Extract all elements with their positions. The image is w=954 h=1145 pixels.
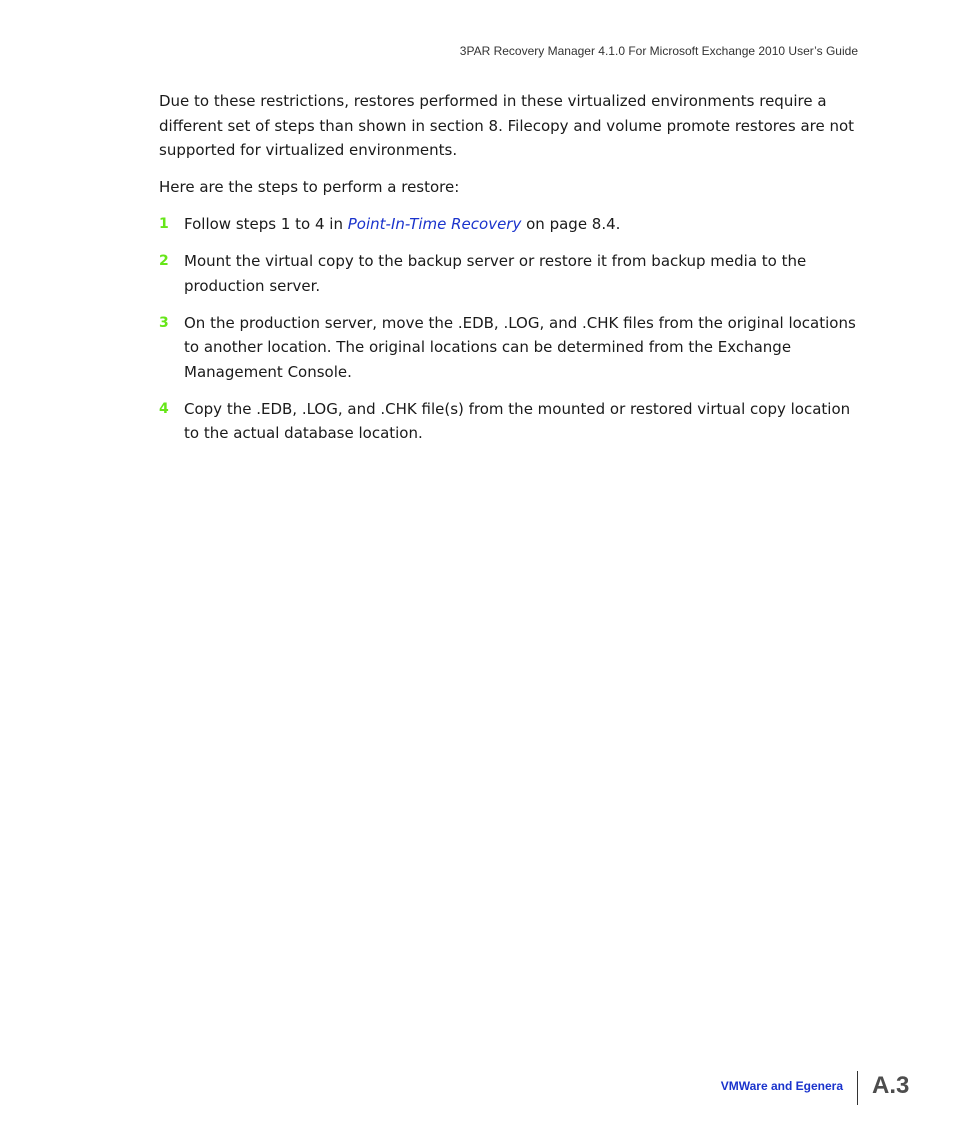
step-number: 1 [159, 216, 169, 232]
page-number: A.3 [872, 1072, 910, 1099]
intro-paragraph: Due to these restrictions, restores performed in these virtualized environments require a different set of steps than shown in section 8. Filecopy and volume promote restores are not supported for virtualized environments. [159, 92, 855, 159]
footer-divider [857, 1071, 858, 1105]
step-text-suffix: on page 8.4. [521, 215, 621, 233]
point-in-time-recovery-link[interactable]: Point-In-Time Recovery [347, 215, 522, 233]
step-text: Mount the virtual copy to the backup server or restore it from backup media to the production server. [184, 252, 807, 295]
step-2 [159, 249, 859, 298]
step-3 [159, 311, 859, 385]
step-4 [159, 397, 859, 446]
step-1 [159, 212, 859, 237]
steps-intro: Here are the steps to perform a restore: [159, 178, 460, 196]
footer-section-title: VMWare and Egenera [720, 1079, 843, 1093]
step-number: 4 [159, 400, 169, 417]
running-header: 3PAR Recovery Manager 4.1.0 For Microsoft Exchange 2010 User’s Guide [459, 44, 858, 58]
step-text: Follow steps 1 to 4 in [184, 215, 348, 233]
step-number: 3 [159, 314, 169, 331]
restore-steps-list [159, 212, 859, 458]
step-number: 2 [159, 253, 169, 269]
step-text: On the production server, move the .EDB, .LOG, and .CHK files from the original locations to another location. The original locations can be determined from the Exchange Management Console. [184, 313, 856, 381]
step-text: Copy the .EDB, .LOG, and .CHK file(s) from the mounted or restored virtual copy location to the actual database location. [184, 399, 851, 442]
